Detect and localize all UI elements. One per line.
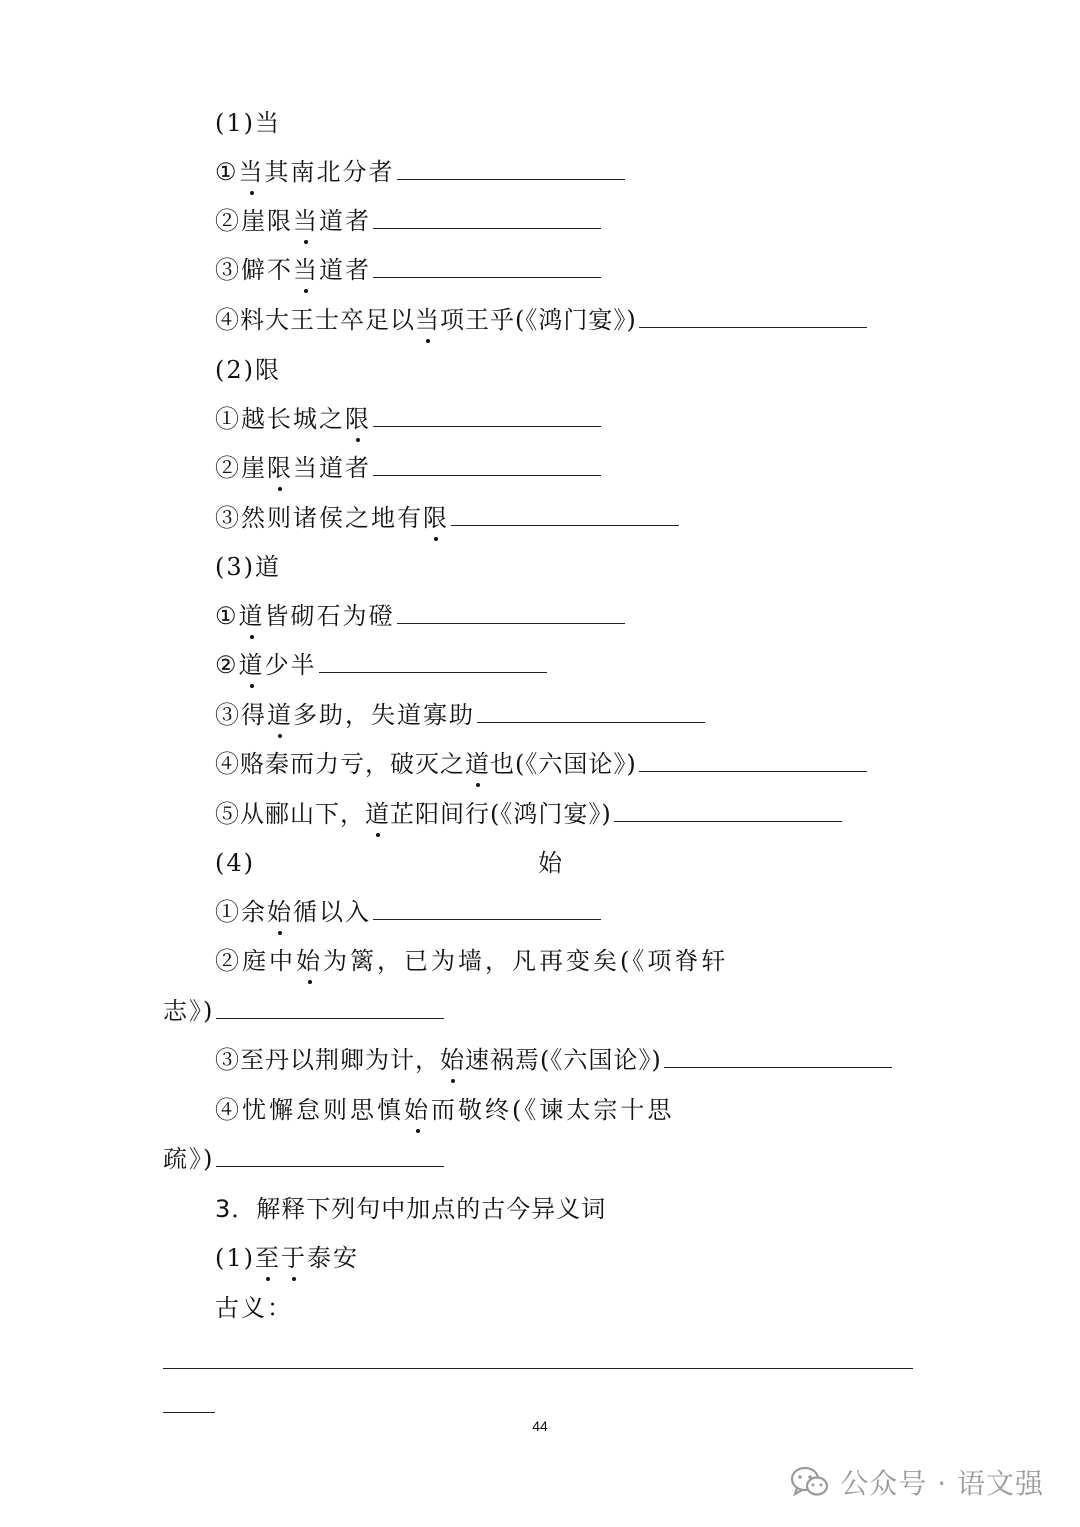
dotted-char: 限: [423, 504, 449, 532]
dotted-char: 限: [345, 405, 371, 433]
wechat-icon: [790, 1465, 830, 1499]
section-title-dao: (3)道: [215, 553, 281, 581]
question-item: ③得道多助，失道寡助: [215, 700, 705, 730]
section-title-shi: 始: [538, 849, 564, 877]
dotted-char: 至: [255, 1244, 281, 1272]
dotted-char: 当: [293, 207, 319, 235]
answer-blank[interactable]: [373, 897, 601, 920]
question-item: ③至丹以荆卿为计，始速祸焉(《六国论》): [215, 1045, 892, 1075]
dotted-char: 当: [293, 256, 319, 284]
question-item-continuation: 疏》): [163, 1144, 444, 1174]
section-title-dang: (1)当: [215, 109, 281, 137]
dotted-char: 道: [238, 651, 265, 679]
answer-blank[interactable]: [639, 305, 867, 328]
answer-blank[interactable]: [614, 799, 842, 822]
question-item: ③然则诸侯之地有限: [215, 503, 679, 533]
question-item: ②崖限当道者: [215, 206, 601, 236]
answer-blank[interactable]: [451, 503, 679, 526]
section-title-xian: (2)限: [215, 356, 281, 384]
dotted-char: 始: [440, 1046, 465, 1074]
question-item: ①当其南北分者: [215, 157, 625, 187]
dotted-char: 当: [238, 158, 265, 186]
question-item-continuation: 志》): [163, 996, 444, 1026]
page-number: 44: [532, 1418, 548, 1434]
dotted-char: 始: [404, 1096, 431, 1124]
question-item: ④赂秦而力亏，破灭之道也(《六国论》): [215, 749, 867, 779]
answer-blank[interactable]: [373, 255, 601, 278]
question-item: ①越长城之限: [215, 404, 601, 434]
answer-blank[interactable]: [639, 749, 867, 772]
answer-blank[interactable]: [664, 1045, 892, 1068]
answer-blank[interactable]: [373, 404, 601, 427]
answer-blank[interactable]: [216, 996, 444, 1019]
dotted-char: 道: [365, 800, 390, 828]
answer-blank[interactable]: [397, 601, 625, 624]
section-number: (4): [215, 849, 255, 877]
watermark-text: 公众号 · 语文强: [840, 1467, 1044, 1500]
question-item: ①道皆砌石为磴: [215, 601, 625, 631]
question-item: ④料大王士卒足以当项王乎(《鸿门宴》): [215, 305, 867, 335]
watermark: [790, 1462, 1044, 1502]
question-item: ④忧懈怠则思慎始而敬终(《谏太宗十思: [215, 1096, 675, 1124]
dotted-char: 始: [296, 947, 323, 975]
ancient-meaning-label: 古义：: [215, 1294, 293, 1322]
dotted-char: 道: [238, 602, 265, 630]
question-item: ②庭中始为篱，已为墙，凡再变矣(《项脊轩: [215, 947, 729, 975]
question-item: ③僻不当道者: [215, 255, 601, 285]
answer-line[interactable]: [163, 1368, 913, 1369]
dotted-char: 于: [281, 1244, 307, 1272]
answer-line-end[interactable]: [163, 1412, 215, 1413]
answer-blank[interactable]: [477, 700, 705, 723]
dotted-char: 道: [465, 750, 490, 778]
dotted-char: 道: [267, 701, 293, 729]
answer-blank[interactable]: [373, 453, 601, 476]
question-item: ①余始循以入: [215, 897, 601, 927]
question-3-item-1: (1)至于泰安: [215, 1244, 359, 1272]
answer-blank[interactable]: [216, 1144, 444, 1167]
dotted-char: 当: [415, 306, 440, 334]
answer-blank[interactable]: [373, 206, 601, 229]
question-item: ⑤从郦山下，道芷阳间行(《鸿门宴》): [215, 799, 842, 829]
question-3-heading: 3．解释下列句中加点的古今异义词: [215, 1195, 607, 1223]
dotted-char: 限: [267, 454, 293, 482]
answer-blank[interactable]: [397, 157, 625, 180]
dotted-char: 始: [267, 898, 293, 926]
question-item: ②崖限当道者: [215, 453, 601, 483]
answer-blank[interactable]: [319, 650, 547, 673]
question-item: ②道少半: [215, 650, 547, 680]
